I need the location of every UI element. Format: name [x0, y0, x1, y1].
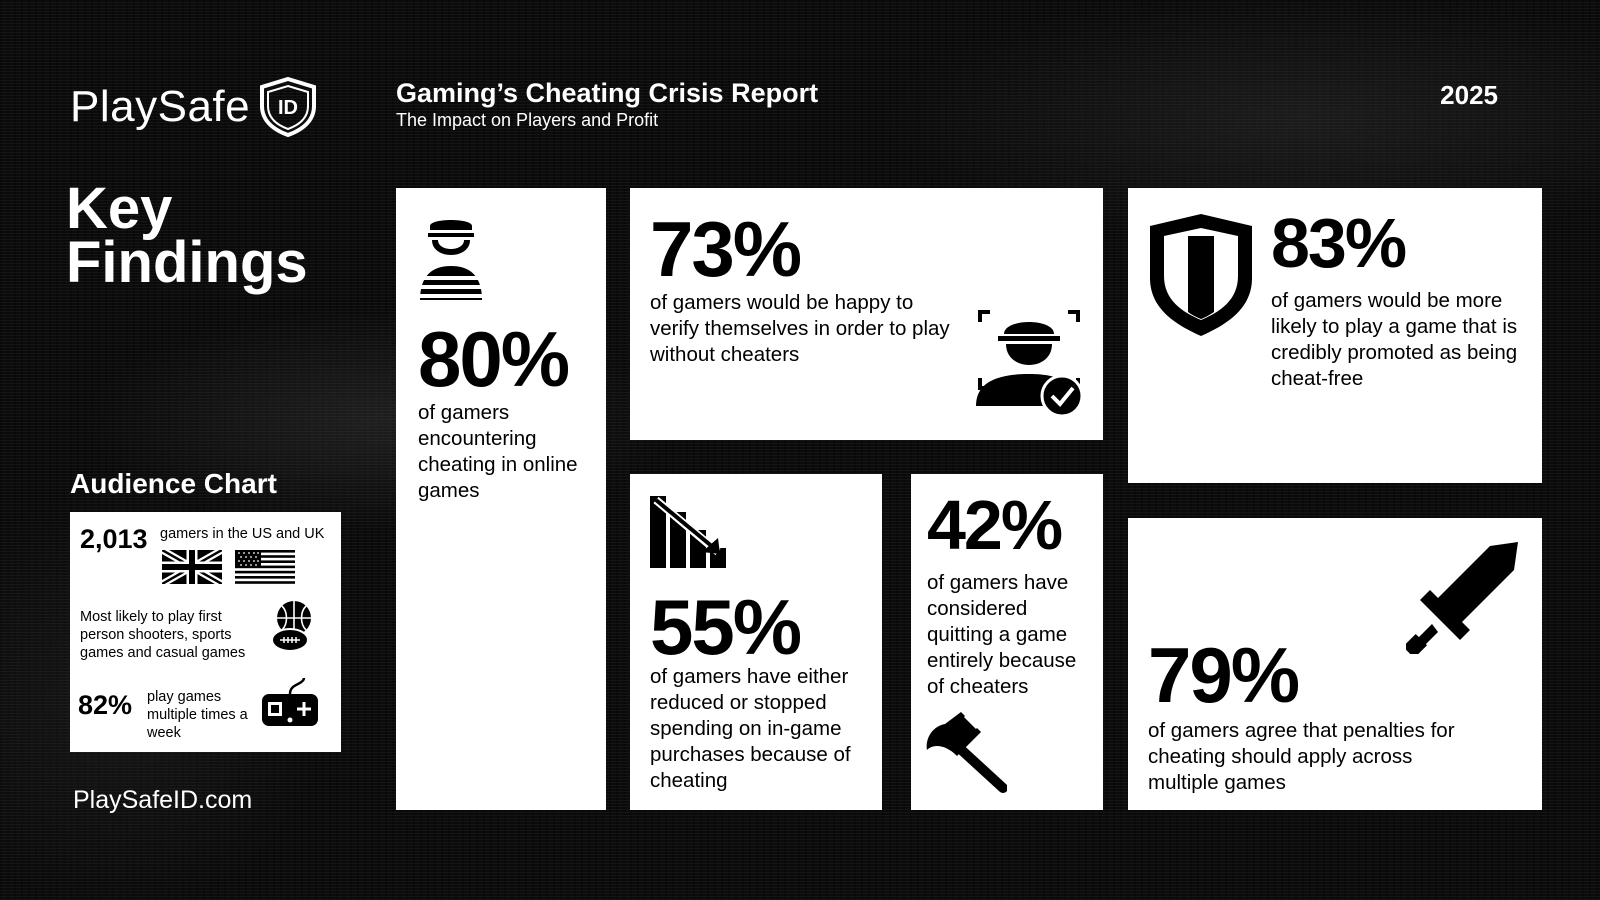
brand-logo	[70, 76, 318, 138]
finding-stat: 79%	[1148, 631, 1299, 719]
finding-card-79	[1128, 518, 1542, 810]
finding-card-55	[630, 474, 882, 810]
axe-icon	[925, 710, 1007, 794]
finding-card-80	[396, 188, 606, 810]
prisoner-icon	[418, 216, 484, 300]
sports-balls-icon	[266, 598, 318, 654]
finding-text: of gamers would be more likely to play a game that is credibly promoted as being cheat-free	[1271, 289, 1518, 390]
report-subtitle: The Impact on Players and Profit	[396, 110, 659, 130]
face-verify-icon	[974, 308, 1084, 418]
finding-text: of gamers have considered quitting a game entirely because of cheaters	[927, 571, 1077, 698]
logo-text: PlaySafe	[70, 82, 251, 131]
play-frequency-label: play games multiple times a week	[147, 689, 248, 741]
logo-badge-text: ID	[278, 97, 299, 119]
shield-icon	[1148, 212, 1254, 338]
finding-stat: 80%	[418, 315, 569, 403]
audience-genres: Most likely to play first person shooters, sports games and casual games	[80, 609, 246, 661]
finding-text: of gamers encountering cheating in online games	[418, 401, 578, 502]
finding-stat: 55%	[650, 583, 801, 671]
report-year: 2025	[1440, 80, 1498, 110]
uk-flag-icon	[162, 550, 222, 584]
finding-stat: 42%	[927, 486, 1062, 564]
declining-bars-icon	[650, 496, 726, 568]
report-title: Gaming’s Cheating Crisis Report	[396, 78, 819, 108]
play-frequency-pct: 82%	[78, 690, 133, 720]
finding-card-42	[911, 474, 1103, 810]
website-link[interactable]: PlaySafeID.com	[73, 786, 253, 814]
key-findings-line1: Key	[66, 176, 173, 241]
audience-count: 2,013	[80, 524, 148, 554]
audience-chart-title: Audience Chart	[70, 468, 277, 499]
finding-card-83	[1128, 188, 1542, 483]
audience-count-label: gamers in the US and UK	[160, 526, 325, 542]
sword-icon	[1406, 540, 1520, 654]
shield-badge-icon	[258, 76, 318, 138]
finding-stat: 83%	[1271, 204, 1406, 282]
finding-text: of gamers would be happy to verify themselves in order to play without cheaters	[650, 291, 950, 366]
finding-card-73	[630, 188, 1103, 440]
finding-stat: 73%	[650, 205, 801, 293]
finding-text: of gamers agree that penalties for cheating should apply across multiple games	[1148, 719, 1455, 794]
us-flag-icon	[235, 550, 295, 584]
key-findings-line2: Findings	[66, 230, 308, 295]
gamepad-icon	[260, 678, 320, 730]
key-findings-heading	[66, 176, 366, 295]
audience-card	[70, 512, 341, 752]
finding-text: of gamers have either reduced or stopped spending on in-game purchases because of cheating	[650, 665, 851, 792]
